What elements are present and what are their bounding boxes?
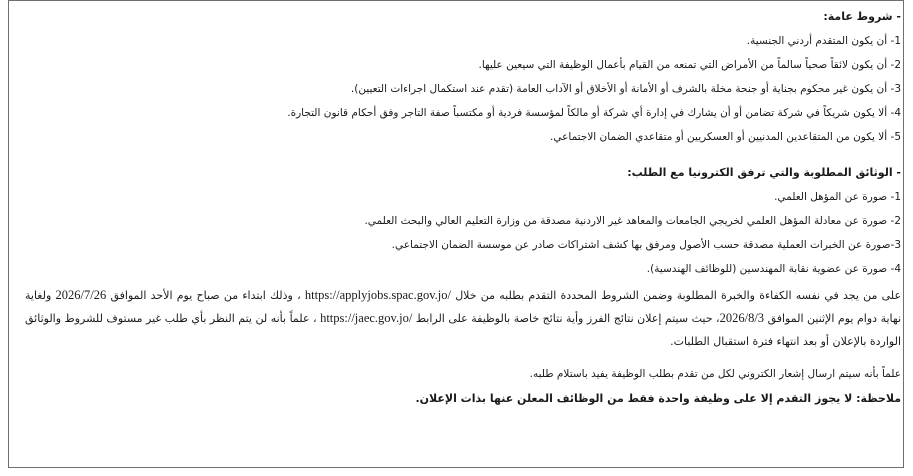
general-condition-2: 2- أن يكون لائقاً صحياً سالماً من الأمراض التي تمنعه من القيام بأعمال الوظيفة التي سيعين عليها.	[478, 59, 901, 71]
required-document-2: 2- صورة عن معادلة المؤهل العلمي لخريجي الجامعات والمعاهد غير الاردنية مصدقة من وزارة التعليم العالي والبحث العلمي.	[364, 215, 901, 227]
application-text-4: ، حيث سيتم إعلان نتائج الفرز وأية نتائج خاصة بالوظيفة على الرابط	[415, 312, 720, 325]
apply-jobs-link[interactable]: https://applyjobs.spac.gov.jo/	[304, 288, 451, 302]
announcement-content	[25, 10, 901, 417]
section-spacer	[25, 144, 901, 166]
required-document-1: 1- صورة عن المؤهل العلمي.	[774, 191, 901, 203]
application-paragraph	[25, 284, 901, 353]
general-condition-3: 3- أن يكون غير محكوم بجناية أو جنحة مخلة بالشرف أو الأمانة أو الأخلاق أو الآداب العامة (تقدم عند استكمال اجراءات التعيين).	[350, 83, 901, 95]
end-date: 2026/8/3	[719, 311, 765, 325]
required-document-4: 4- صورة عن عضوية نقابة المهندسين (للوظائف الهندسية).	[646, 263, 901, 275]
application-text-3: ولغاية نهاية دوام يوم الإثنين الموافق	[25, 289, 902, 325]
general-conditions-heading: - شروط عامة:	[823, 10, 901, 23]
required-document-3: 3-صورة عن الخبرات العملية مصدقة حسب الأصول ومرفق بها كشف اشتراكات صادر عن موسسة الضمان الاجتماعي.	[391, 239, 901, 251]
results-link[interactable]: https://jaec.gov.jo/	[320, 311, 413, 325]
required-documents-heading: - الوثائق المطلوبة والتي ترفق الكترونيا مع الطلب:	[627, 166, 901, 179]
application-text-5: ، علماً بأنه لن يتم النظر بأي طلب غير مستوف للشروط والوثائق الواردة بالإعلان أو بعد انتهاء فترة استقبال الطلبات.	[25, 312, 901, 348]
general-condition-4: 4- ألا يكون شريكاً في شركة تضامن أو أن يشارك في إدارة أي شركة أو مالكاً لمؤسسة فردية أو مكتسباً صفة التاجر وفق أحكام قانون التجارة.	[287, 107, 901, 119]
email-notice: علماً بأنه سيتم ارسال إشعار الكتروني لكل من تقدم بطلب الوظيفة يفيد باستلام طلبه.	[529, 368, 901, 380]
application-text-1: على من يجد في نفسه الكفاءة والخبرة المطلوبة وضمن الشروط المحددة التقدم بطلبه من خلال	[455, 289, 902, 302]
general-condition-5: 5- ألا يكون من المتقاعدين المدنيين أو العسكريين أو متقاعدي الضمان الاجتماعي.	[550, 131, 901, 143]
required-documents-list	[25, 190, 901, 276]
remark-note: ملاحظة: لا يجوز التقدم إلا على وظيفة واحدة فقط من الوظائف المعلن عنها بذات الإعلان.	[415, 391, 901, 405]
application-text-2: ، وذلك ابتداء من صباح يوم الأحد الموافق	[110, 289, 301, 302]
general-condition-1: 1- أن يكون المتقدم أردني الجنسية.	[746, 35, 901, 47]
general-conditions-list	[25, 34, 901, 144]
start-date: 2026/7/26	[55, 288, 107, 302]
